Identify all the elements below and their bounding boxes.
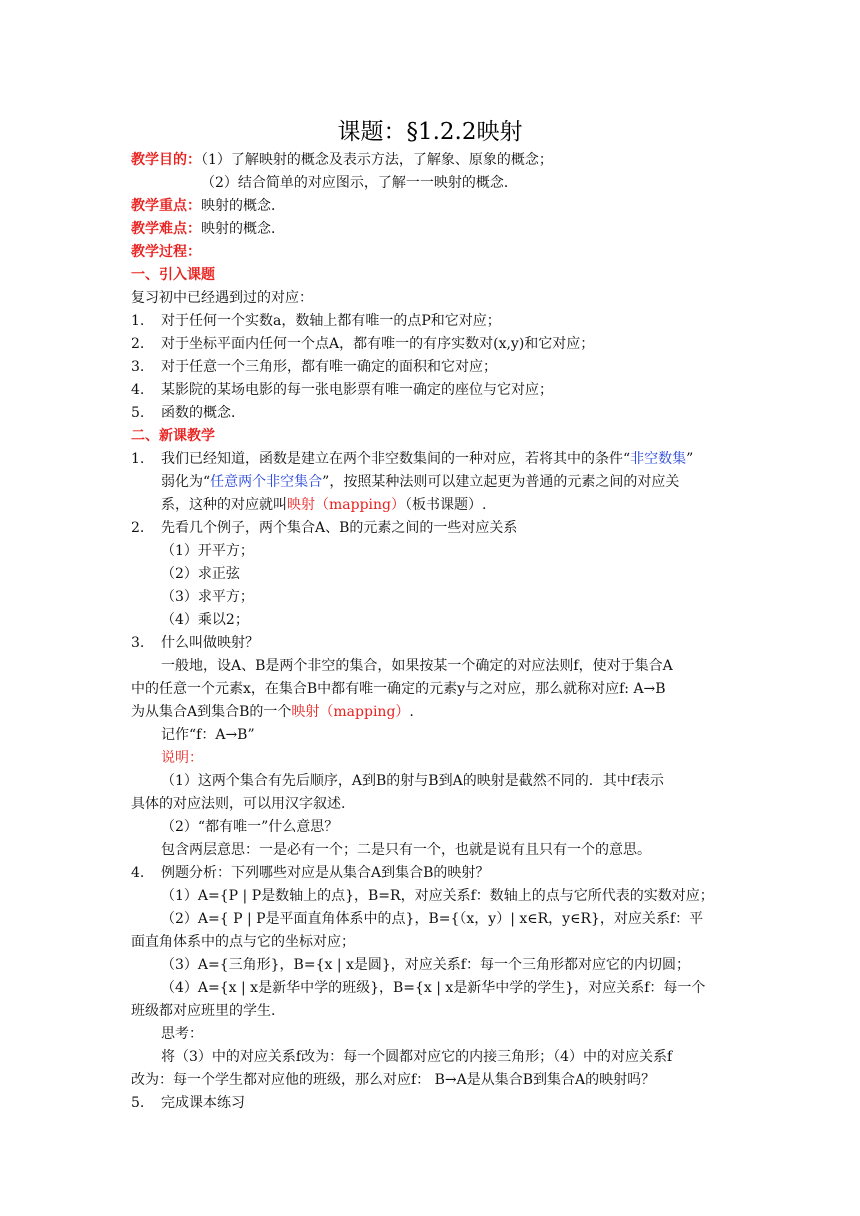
note-1-line-1: （1）这两个集合有先后顺序，A到B的射与B到A的映射是截然不同的．其中f表示: [161, 773, 664, 789]
note-label: 说明：: [161, 750, 203, 766]
text-run: .: [409, 704, 414, 720]
key-label: 教学重点：: [131, 198, 201, 214]
goal-line-1: [131, 150, 553, 170]
list-item: [131, 403, 245, 423]
think-line-2: 改为：每一个学生都对应他的班级，那么对应f： B→A是从集合B到集合A的映射吗？: [131, 1072, 656, 1088]
difficulty-text: 映射的概念．: [201, 221, 285, 237]
definition-line-1: 一般地，设A、B是两个非空的集合，如果按某一个确定的对应法则f，使对于集合A: [161, 658, 673, 674]
difficulty-label: 教学难点：: [131, 221, 201, 237]
highlight-nonempty-numeric-sets: 非空数集: [630, 451, 687, 467]
example-4-line-1: （4）A={x | x是新华中学的班级}，B={x | x是新华中学的学生}，对应关系f：每一个: [161, 980, 706, 996]
term-mapping-english: （mapping）: [315, 497, 406, 513]
note-2: （2）“都有唯一”什么意思？: [161, 819, 339, 835]
text-run: 系，这种的对应就叫: [161, 497, 287, 513]
text-run: 为从集合A到集合B的一个: [131, 704, 292, 720]
list-number: 3.: [131, 359, 145, 375]
think-line-1: 将（3）中的对应关系f改为：每一个圆都对应它的内接三角形；（4）中的对应关系f: [161, 1049, 673, 1065]
difficulty-line: [131, 219, 285, 239]
list-text: 什么叫做映射？: [161, 635, 259, 651]
list-text: 函数的概念．: [161, 405, 245, 421]
paragraph-2: [131, 518, 517, 538]
goal-item-1: （1）了解映射的概念及表示方法，了解象、原象的概念；: [201, 152, 553, 168]
notation: 记作“f：A→B”: [161, 727, 255, 743]
process-label: 教学过程：: [131, 244, 201, 260]
sub-item: （3）求平方；: [161, 589, 254, 605]
term-mapping: 映射: [291, 704, 320, 720]
list-number: 5.: [131, 405, 145, 421]
definition-line-2: 中的任意一个元素x，在集合B中都有唯一确定的元素y与之对应，那么就称对应f: A→B: [131, 681, 666, 697]
paragraph-4: [131, 863, 489, 883]
note-3: 包含两层意思：一是必有一个；二是只有一个，也就是说有且只有一个的意思。: [161, 842, 651, 858]
list-number: 4.: [131, 382, 145, 398]
goals-label: 教学目的：: [131, 152, 201, 168]
text-run: ”: [686, 451, 694, 467]
list-text: 对于坐标平面内任何一个点A，都有唯一的有序实数对(x,y)和它对应；: [161, 336, 595, 352]
list-item: [131, 334, 594, 354]
list-text: 对于任意一个三角形，都有唯一确定的面积和它对应；: [161, 359, 497, 375]
paragraph-1-line-2: [161, 472, 679, 492]
list-number: 4.: [131, 865, 145, 881]
section1-intro: 复习初中已经遇到过的对应：: [131, 290, 313, 306]
example-3: （3）A={三角形}，B={x | x是圆}，对应关系f：每一个三角形都对应它的内切圆；: [161, 957, 690, 973]
example-2-line-1: （2）A={ P | P是平面直角体系中的点}，B={（x，y）| x∈R，y∈R}，对应关系f：平: [161, 911, 704, 927]
list-number: 2.: [131, 520, 145, 536]
list-number: 1.: [131, 313, 145, 329]
list-text: 某影院的某场电影的每一张电影票有唯一确定的座位与它对应；: [161, 382, 553, 398]
list-text: 先看几个例子，两个集合A、B的元素之间的一些对应关系: [161, 520, 518, 536]
list-item: [131, 357, 497, 377]
example-2-line-2: 面直角体系中的点与它的坐标对应；: [131, 934, 355, 950]
think-label: 思考：: [161, 1026, 203, 1042]
text-run: （板书课题）.: [405, 497, 487, 513]
text-run: ”，按照某种法则可以建立起更为普通的元素之间的对应关: [322, 474, 680, 490]
goal-item-2: （2）结合简单的对应图示，了解一一映射的概念．: [201, 175, 518, 191]
paragraph-5: [131, 1093, 245, 1113]
list-item: [131, 311, 501, 331]
section2-heading: 二、新课教学: [131, 428, 215, 444]
paragraph-1-line-3: [161, 495, 486, 515]
list-item: [131, 380, 553, 400]
note-1-line-2: 具体的对应法则，可以用汉字叙述.: [131, 796, 346, 812]
text-run: 我们已经知道，函数是建立在两个非空数集间的一种对应，若将其中的条件“: [161, 451, 631, 467]
list-number: 2.: [131, 336, 145, 352]
paragraph-1-line-1: [131, 449, 693, 469]
text-run: 弱化为“: [161, 474, 211, 490]
page-title: 课题：§1.2.2映射: [337, 119, 523, 145]
key-text: 映射的概念．: [201, 198, 285, 214]
sub-item: （1）开平方；: [161, 543, 254, 559]
section1-heading: 一、引入课题: [131, 267, 215, 283]
sub-item: （4）乘以2；: [161, 612, 249, 628]
term-mapping: 映射: [287, 497, 315, 513]
list-text: 例题分析：下列哪些对应是从集合A到集合B的映射？: [161, 865, 490, 881]
example-4-line-2: 班级都对应班里的学生.: [131, 1003, 276, 1019]
sub-item: （2）求正弦: [161, 566, 240, 582]
term-mapping-english: （mapping）: [319, 704, 410, 720]
example-1: （1）A={P | P是数轴上的点}，B=R，对应关系f：数轴上的点与它所代表的实数对应；: [161, 888, 714, 904]
list-text: 对于任何一个实数a，数轴上都有唯一的点P和它对应；: [161, 313, 501, 329]
key-line: [131, 196, 285, 216]
list-number: 3.: [131, 635, 145, 651]
definition-line-3: [131, 702, 414, 722]
list-number: 5.: [131, 1095, 145, 1111]
highlight-any-two-sets: 任意两个非空集合: [210, 474, 323, 490]
list-text: 完成课本练习: [161, 1095, 245, 1111]
paragraph-3: [131, 633, 259, 653]
list-number: 1.: [131, 451, 145, 467]
